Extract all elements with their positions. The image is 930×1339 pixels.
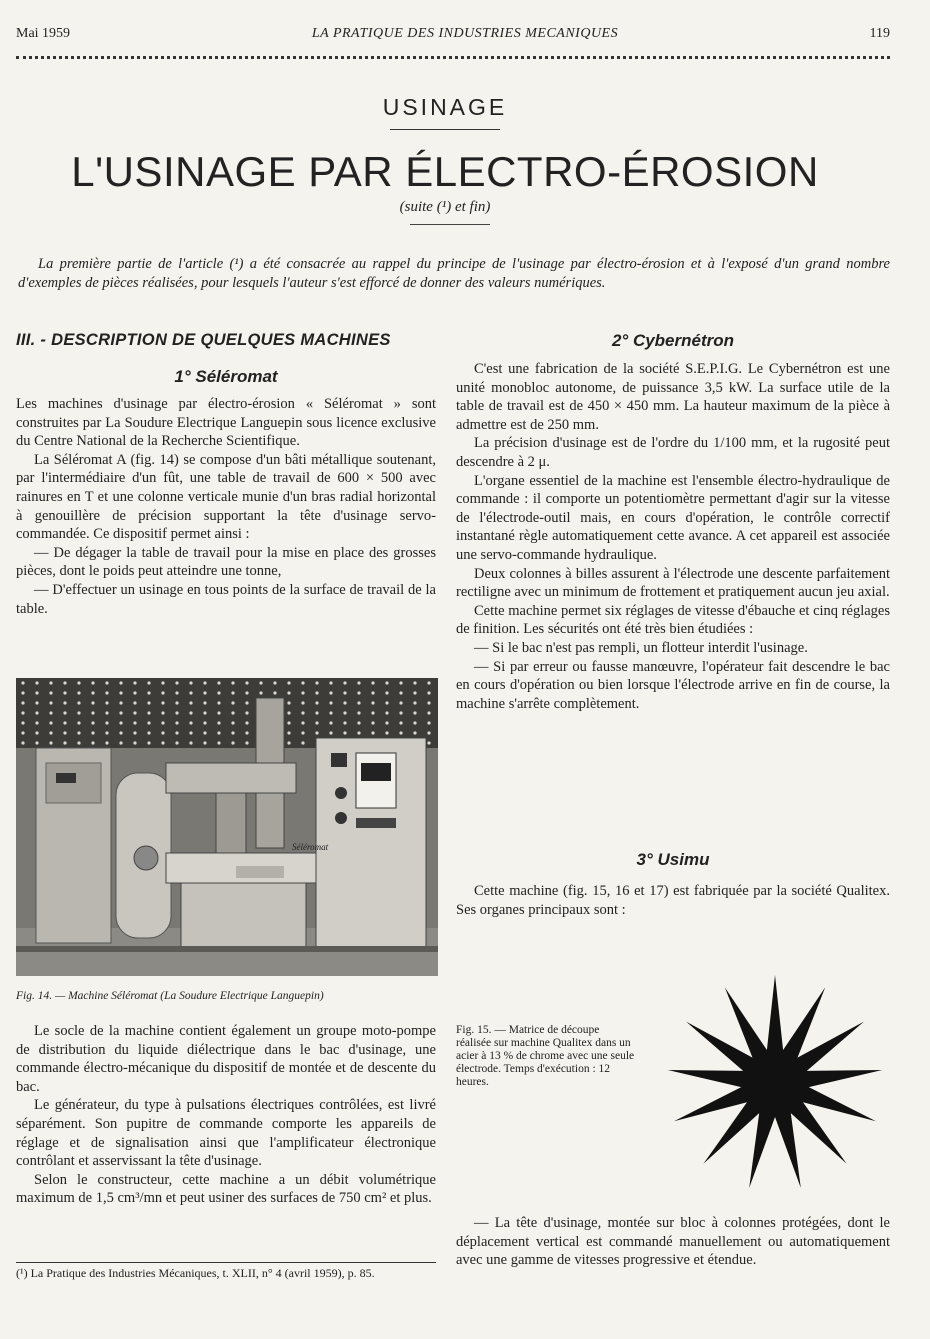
paragraph: — Si par erreur ou fausse manœuvre, l'opérateur fait descendre le bac en cours d'opération ou bien lorsque l'électrode arrive en fin de course, la machine s'arrête complètement. [456, 658, 890, 712]
section-label-underline [390, 129, 500, 130]
subheading-usimu: 3° Usimu [636, 850, 710, 869]
subheading-seleromat: 1° Séléromat [174, 367, 278, 386]
machine-plate-label: Séléromat [292, 842, 329, 852]
figure-15-caption: Fig. 15. — Matrice de découpe réalisée sur machine Qualitex dans un acier à 13 % de chrome avec une seule électrode. Temps d'exécution : 12 heures. [456, 1024, 635, 1088]
article-title: L'USINAGE PAR ÉLECTRO-ÉROSION [71, 148, 819, 195]
footnote-rule [16, 1262, 436, 1263]
paragraph: Deux colonnes à billes assurent à l'électrode une descente parfaitement rectiligne avec un minimum de frottement et pratiquement aucun jeu axial. [456, 565, 890, 601]
figure-14-photo [16, 678, 438, 976]
seleromat-details-text [16, 1022, 436, 1208]
paragraph: Le générateur, du type à pulsations électriques contrôlées, est livré séparément. Son pupitre de commande comporte les appareils de réglage et de signalisation ainsi que l'amplificateur électronique contrôlant et asservissant la tête d'usinage. [16, 1097, 436, 1170]
paragraph: La Séléromat A (fig. 14) se compose d'un bâti métallique soutenant, par l'intermédiaire d'un fût, une table de travail de 600 × 500 avec rainures en T et une colonne verticale munie d'un bras radial horizontal à genouillère de précision supportant la tête d'usinage servo-commandée. Ce dispositif permet ainsi : [16, 451, 436, 543]
paragraph: L'organe essentiel de la machine est l'ensemble électro-hydraulique de commande : il comporte un potentiomètre permettant d'agir sur la vitesse de l'électrode-outil mais, en cours d'opération, le contrôle correctif instantané règle automatiquement cette avance. A cet appareil est associée une servo-commande hydraulique. [456, 472, 890, 563]
header-journal-title: LA PRATIQUE DES INDUSTRIES MECANIQUES [311, 26, 619, 41]
paragraph: Cette machine (fig. 15, 16 et 17) est fabriquée par la société Qualitex. Ses organes principaux sont : [456, 883, 890, 918]
article-intro: La première partie de l'article (¹) a été consacrée au rappel du principe de l'usinage par électro-érosion et à l'exposé d'un grand nombre d'exemples de pièces réalisées, pour lesquels l'auteur s'est efforcé de donner des valeurs numériques. [18, 256, 890, 291]
header-dotted-rule [16, 56, 890, 59]
paragraph: Les machines d'usinage par électro-érosion « Séléromat » sont construites par La Soudure Electrique Languepin sous licence exclusive du Centre National de la Recherche Scientifique. [16, 396, 436, 450]
article-subtitle: (suite (¹) et fin) [399, 199, 491, 215]
paragraph: — Si le bac n'est pas rempli, un flotteur interdit l'usinage. [474, 639, 808, 656]
section-label: USINAGE [382, 94, 508, 120]
subtitle-underline [410, 224, 490, 225]
header-date: Mai 1959 [16, 26, 71, 41]
footnote: (¹) La Pratique des Industries Mécaniques, t. XLII, n° 4 (avril 1959), p. 85. [16, 1266, 375, 1280]
paragraph: — D'effectuer un usinage en tous points de la surface de travail de la table. [16, 581, 436, 617]
header-page-number: 119 [869, 26, 890, 41]
paragraph: C'est une fabrication de la société S.E.P.I.G. Le Cybernétron est une unité monobloc autonome, de puissance 3,5 kW. La surface utile de la table de travail est de 450 × 450 mm. La hauteur maximum de la pièce à admettre est de 250 mm. [456, 361, 890, 433]
section-heading-machines: III. - DESCRIPTION DE QUELQUES MACHINES [16, 331, 391, 349]
figure-14-caption: Fig. 14. — Machine Séléromat (La Soudure Electrique Languepin) [16, 990, 324, 1002]
paragraph: Cette machine permet six réglages de vitesse d'ébauche et cinq réglages de finition. Les sécurités ont été très bien étudiées : [456, 602, 890, 638]
cybernetron-text [456, 360, 890, 713]
usimu-text [456, 882, 890, 919]
subheading-cybernetron: 2° Cybernétron [611, 331, 735, 350]
seleromat-text [16, 395, 436, 618]
paragraph: — De dégager la table de travail pour la mise en place des grosses pièces, dont le poids peut atteindre une tonne, [16, 544, 436, 580]
paragraph: Selon le constructeur, cette machine a un débit volumétrique maximum de 1,5 cm³/mn et peut usiner des surfaces de 750 cm² et plus. [16, 1171, 436, 1207]
paragraph: — La tête d'usinage, montée sur bloc à colonnes protégées, dont le déplacement vertical est commandé manuellement ou automatiquement avec une gamme de vitesses progressive et étendue. [456, 1215, 890, 1269]
paragraph: La précision d'usinage est de l'ordre du 1/100 mm, et la rugosité peut descendre à 2 μ. [456, 435, 890, 470]
figure-15-star-die-image [660, 968, 890, 1198]
machine-photo-illustration [16, 678, 438, 976]
paragraph: Le socle de la machine contient également un groupe moto-pompe de distribution du liquide diélectrique dans le bac d'usinage, une commande électro-mécanique du dispositif de montée et de descente du bac. [16, 1023, 436, 1095]
usimu-organs-text [456, 1214, 890, 1270]
